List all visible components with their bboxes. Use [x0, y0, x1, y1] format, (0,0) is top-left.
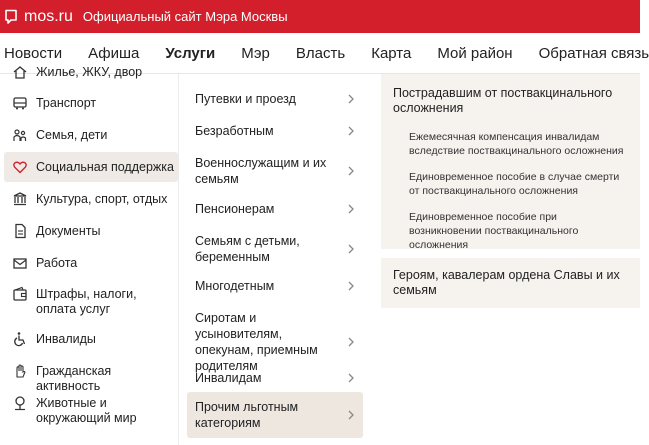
bus-icon — [12, 95, 28, 111]
card-title: Пострадавшим от поствакцинального осложнения — [393, 86, 613, 115]
chevron-right-icon — [347, 125, 355, 137]
chevron-right-icon — [347, 165, 355, 177]
chevron-right-icon — [347, 280, 355, 292]
category-label: Штрафы, налоги, оплата услуг — [36, 287, 137, 316]
site-name-link[interactable]: mos.ru — [24, 7, 73, 25]
chevron-right-icon — [347, 372, 355, 384]
subcategory-list — [178, 74, 371, 445]
wallet-icon — [12, 286, 28, 302]
family-icon — [12, 127, 28, 143]
building-icon — [12, 191, 28, 207]
subcategory-label: Семьям с детьми, беременным — [195, 234, 300, 264]
chevron-right-icon — [347, 203, 355, 215]
nav-afisha[interactable]: Афиша — [88, 44, 140, 62]
category-fines-taxes[interactable] — [4, 287, 178, 317]
card-title: Героям, кавалерам ордена Славы и их семьям — [393, 268, 620, 297]
service-card — [381, 74, 640, 249]
category-label: Гражданская активность — [36, 364, 112, 393]
chevron-right-icon — [347, 243, 355, 255]
envelope-icon — [12, 255, 28, 271]
category-label: Транспорт — [36, 96, 97, 110]
category-list — [0, 65, 178, 445]
category-label: Жилье, ЖКУ, двор — [36, 65, 143, 79]
subcategory-label: Многодетным — [195, 279, 275, 293]
subcategory-other-benefits[interactable] — [187, 392, 363, 438]
category-label: Животные и окружающий мир — [36, 396, 137, 425]
category-housing[interactable] — [4, 65, 178, 81]
category-civic-activity[interactable] — [4, 364, 178, 394]
subcategory-label: Военнослужащим и их семьям — [195, 156, 327, 186]
category-label: Документы — [36, 224, 101, 238]
subcategory-label: Сиротам и усыновителям, опекунам, приемным родителям — [195, 311, 318, 373]
nav-government[interactable]: Власть — [295, 44, 346, 62]
service-panel — [370, 74, 640, 445]
service-card[interactable] — [381, 258, 640, 308]
nav-my-district[interactable]: Мой район — [437, 44, 513, 62]
document-icon — [12, 223, 28, 239]
subcategory-label: Безработным — [195, 124, 274, 138]
category-social-support[interactable] — [4, 152, 178, 182]
category-disabled[interactable] — [4, 332, 178, 348]
tree-icon — [12, 395, 28, 411]
subcategory-large-families[interactable] — [187, 278, 363, 294]
chevron-right-icon — [347, 336, 355, 348]
heart-icon — [12, 159, 28, 175]
category-culture[interactable] — [4, 192, 178, 208]
category-label: Социальная поддержка — [36, 159, 174, 174]
nav-news[interactable]: Новости — [4, 44, 63, 62]
category-animals-nature[interactable] — [4, 396, 178, 426]
subcategory-military[interactable] — [187, 155, 363, 187]
category-label: Семья, дети — [36, 128, 108, 142]
nav-feedback[interactable]: Обратная связь — [538, 44, 649, 62]
category-label: Культура, спорт, отдых — [36, 192, 168, 206]
service-link[interactable]: Ежемесячная компенсация инвалидам вследствие поствакцинального осложнения — [409, 131, 624, 157]
official-site-label: Официальный сайт Мэра Москвы — [82, 9, 288, 24]
category-work[interactable] — [4, 256, 178, 272]
service-link[interactable]: Единовременное пособие при возникновении поствакцинального осложнения — [409, 211, 579, 251]
top-bar — [0, 0, 640, 33]
subcategory-unemployed[interactable] — [187, 123, 363, 139]
chevron-right-icon — [347, 93, 355, 105]
nav-services[interactable]: Услуги — [165, 44, 216, 62]
mos-logo-icon[interactable] — [4, 9, 18, 25]
category-label: Инвалиды — [36, 332, 96, 346]
subcategory-label: Пенсионерам — [195, 202, 275, 216]
wheelchair-icon — [12, 331, 28, 347]
category-label: Работа — [36, 256, 78, 270]
subcategory-label: Прочим льготным категориям — [195, 400, 299, 430]
category-family[interactable] — [4, 128, 178, 144]
nav-mayor[interactable]: Мэр — [241, 44, 270, 62]
category-documents[interactable] — [4, 224, 178, 240]
subcategory-families[interactable] — [187, 233, 363, 265]
subcategory-label: Инвалидам — [195, 371, 262, 385]
service-link[interactable]: Единовременное пособие в случае смерти от поствакцинального осложнения — [409, 171, 620, 197]
chevron-right-icon — [347, 409, 355, 421]
category-transport[interactable] — [4, 96, 178, 112]
subcategory-disabled[interactable] — [187, 370, 363, 386]
subcategory-orphans[interactable] — [187, 310, 363, 374]
hand-icon — [12, 363, 28, 379]
subcategory-trips[interactable] — [187, 91, 363, 107]
house-icon — [12, 64, 28, 80]
subcategory-label: Путевки и проезд — [195, 92, 296, 106]
nav-map[interactable]: Карта — [371, 44, 412, 62]
subcategory-pensioners[interactable] — [187, 201, 363, 217]
